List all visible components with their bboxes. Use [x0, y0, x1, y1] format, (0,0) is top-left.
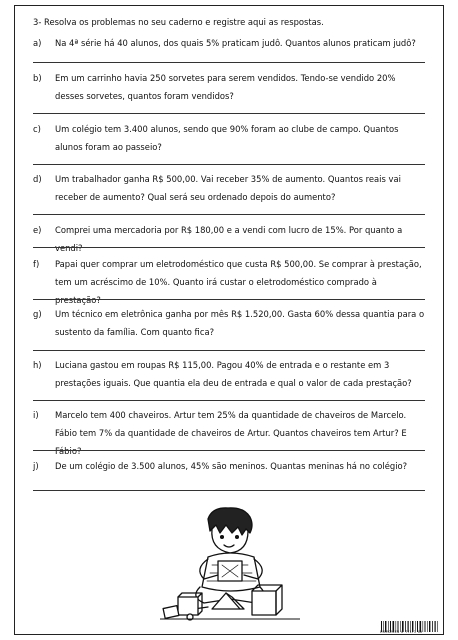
answer-line[interactable] — [33, 164, 425, 165]
question-letter: b) — [33, 73, 42, 83]
answer-line[interactable] — [33, 62, 425, 63]
question-text: Um técnico em eletrônica ganha por mês R$ 1.520,00. Gasta 60% dessa quantia para o sustento da família. Com quanto fica? — [55, 309, 425, 337]
answer-line[interactable] — [33, 247, 425, 248]
question-text: Um colégio tem 3.400 alunos, sendo que 90% foram ao clube de campo. Quantos alunos foram ao passeio? — [55, 124, 399, 152]
child-with-toy-blocks-icon — [160, 505, 300, 623]
question-letter: f) — [33, 259, 40, 269]
question-g — [33, 305, 425, 341]
question-text: Um trabalhador ganha R$ 500,00. Vai receber 35% de aumento. Quantos reais vai receber de aumento? Qual será seu ordenado depois do aumento? — [55, 174, 401, 202]
question-letter: e) — [33, 225, 42, 235]
question-letter: a) — [33, 38, 42, 48]
question-letter: g) — [33, 309, 42, 319]
question-text: Luciana gastou em roupas R$ 115,00. Pagou 40% de entrada e o restante em 3 prestações iguais. Que quantia ela deu de entrada e qual o valor de cada prestação? — [55, 360, 412, 388]
question-text: Na 4ª série há 40 alunos, dos quais 5% praticam judô. Quantos alunos praticam judô? — [55, 38, 416, 48]
question-text: De um colégio de 3.500 alunos, 45% são meninos. Quantas meninas há no colégio? — [55, 461, 408, 471]
question-a — [33, 34, 425, 52]
answer-line[interactable] — [33, 113, 425, 114]
question-letter: d) — [33, 174, 42, 184]
question-h — [33, 356, 425, 392]
exercise-title: 3- Resolva os problemas no seu caderno e registre aqui as respostas. — [33, 17, 324, 27]
answer-line[interactable] — [33, 350, 425, 351]
question-j — [33, 457, 425, 475]
question-e — [33, 221, 425, 257]
question-letter: i) — [33, 410, 39, 420]
question-d — [33, 170, 425, 206]
answer-line[interactable] — [33, 490, 425, 491]
question-letter: c) — [33, 124, 41, 134]
answer-line[interactable] — [33, 299, 425, 300]
question-text: Comprei uma mercadoria por R$ 180,00 e a vendi com lucro de 15%. Por quanto a vendi? — [55, 225, 403, 253]
barcode-number: EVERGREEN 0 77173 00 — [380, 630, 423, 634]
question-letter: h) — [33, 360, 42, 370]
answer-line[interactable] — [33, 214, 425, 215]
question-c — [33, 120, 425, 156]
question-i — [33, 406, 425, 460]
question-text: Marcelo tem 400 chaveiros. Artur tem 25% da quantidade de chaveiros de Marcelo. Fábio tem 7% da quantidade de chaveiros de Artur. Quantos chaveiros tem Artur? E Fábio? — [55, 410, 407, 456]
answer-line[interactable] — [33, 450, 425, 451]
question-text: Papai quer comprar um eletrodoméstico que custa R$ 500,00. Se comprar à prestação, tem um acréscimo de 10%. Quanto irá custar o eletrodoméstico comprado à prestação? — [55, 259, 422, 305]
question-text: Em um carrinho havia 250 sorvetes para serem vendidos. Tendo-se vendido 20% desses sorvetes, quantos foram vendidos? — [55, 73, 396, 101]
answer-line[interactable] — [33, 400, 425, 401]
question-letter: j) — [33, 461, 39, 471]
question-b — [33, 69, 425, 105]
question-f — [33, 255, 425, 309]
